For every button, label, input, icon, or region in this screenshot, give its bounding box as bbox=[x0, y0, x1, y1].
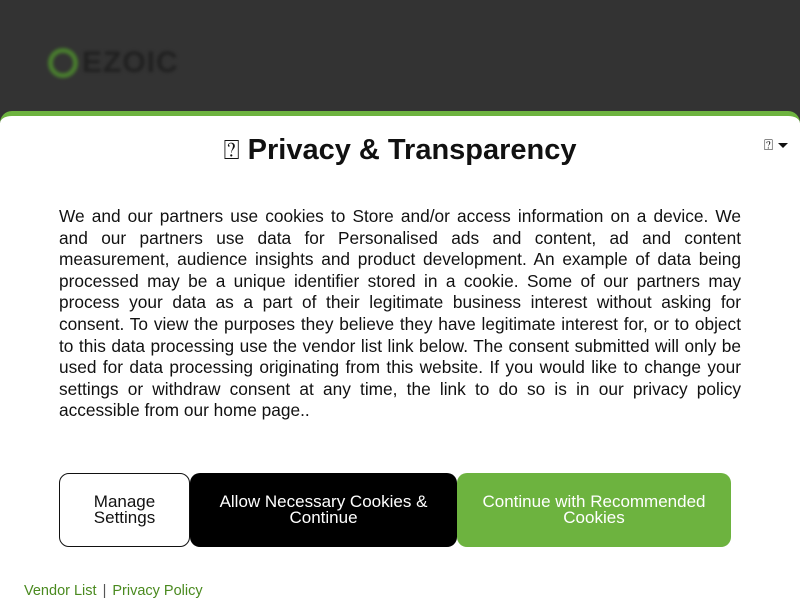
dialog-title: Privacy & Transparency bbox=[247, 134, 577, 166]
footer-links bbox=[24, 583, 203, 599]
site-logo bbox=[48, 46, 179, 80]
logo-text: EZOIC bbox=[82, 46, 179, 79]
consent-dialog bbox=[0, 111, 800, 600]
manage-settings-button[interactable]: Manage Settings bbox=[59, 473, 190, 547]
footer-separator: | bbox=[102, 583, 107, 599]
shield-icon: ⍰ bbox=[223, 134, 240, 166]
privacy-policy-link[interactable]: Privacy Policy bbox=[112, 583, 203, 599]
vendor-list-link[interactable]: Vendor List bbox=[24, 583, 97, 599]
logo-mark-icon bbox=[48, 48, 78, 78]
allow-necessary-button[interactable]: Allow Necessary Cookies & Continue bbox=[190, 473, 457, 547]
dialog-title-row bbox=[0, 134, 800, 167]
flag-icon: ⍰ bbox=[763, 136, 773, 154]
continue-recommended-button[interactable]: Continue with Recommended Cookies bbox=[457, 473, 731, 547]
consent-description: We and our partners use cookies to Store and/or access information on a device. We and our partners use data for Personalised ads and content, ad and content measurement, audience insights and product development. An example of data being processed may be a unique identifier stored in a cookie. Some of our partners may process your data as a part of their legitimate business interest without asking for consent. To view the purposes they believe they have legitimate interest for, or to object to this data processing use the vendor list link below. The consent submitted will only be used for data processing originating from this website. If you would like to change your settings or withdraw consent at any time, the link to do so is in our privacy policy accessible from our home page.. bbox=[59, 206, 741, 421]
